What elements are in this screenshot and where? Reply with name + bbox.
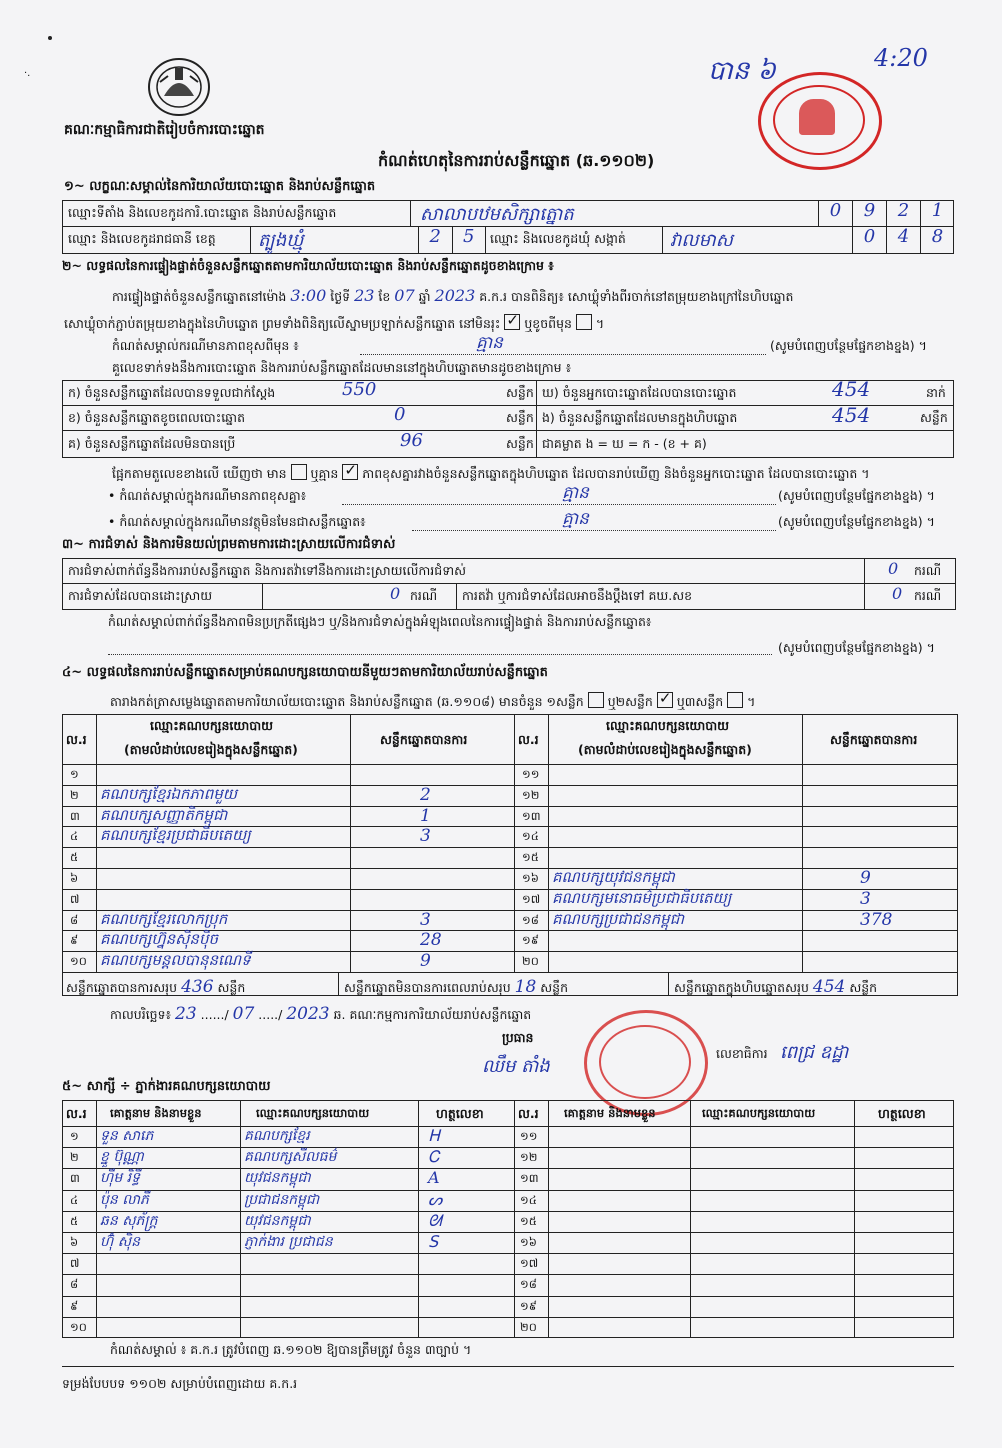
witness-row-number: ៣ [70, 1171, 80, 1186]
verify-year: 2023 [434, 286, 476, 305]
row-divider [514, 806, 958, 807]
row-divider [514, 930, 958, 931]
commune-label: ឈ្មោះ និងលេខកូដឃុំ សង្កាត់ [490, 231, 626, 246]
row-divider [62, 1147, 954, 1148]
two-sheet-label: ឬ២សន្លឹក [607, 694, 653, 709]
row-divider [62, 847, 514, 848]
divider [96, 1100, 97, 1338]
divider [418, 1100, 419, 1338]
result-party-name: គណបក្សខ្មែរប្រជាធិបតេយ្យ [100, 826, 251, 845]
tally-text: តារាងកត់ត្រាសម្លេងឆ្នោតតាមការិយាល័យបោះឆ្នោត និងរាប់សន្លឹកឆ្នោត (ឆ.១១០៨) មានចំនួន ១សន្លឹក [110, 694, 584, 709]
divider [62, 1126, 954, 1127]
result-row-number: ៨ [70, 912, 79, 927]
results-col-party: ឈ្មោះគណបក្សនយោបាយ [606, 718, 730, 733]
witness-col-no: ល.រ [518, 1106, 539, 1121]
fill-note: (សូមបំពេញបន្ថែមផ្នែកខាងខ្នង) ។ [778, 640, 935, 655]
figure-gh-unit: នាក់ [926, 385, 946, 400]
divider [514, 714, 515, 972]
figure-ng-label: ង) ចំនួនសន្លឹកឆ្នោតដែលមានក្នុងហិបឆ្នោត [542, 410, 738, 425]
code-digit: 1 [920, 200, 954, 226]
result-party-name: គណបក្សយុវជនកម្ពុជា [552, 868, 675, 886]
witness-party: គណបក្សសីលធម៌ [244, 1149, 337, 1166]
footer-note: កំណត់សម្គាល់ ៖ គ.ក.រ ត្រូវបំពេញ ឆ.១១០២ ឱ្យបានត្រឹមត្រូវ ចំនួន ៣ច្បាប់ ។ [110, 1342, 472, 1357]
witness-row-number: ៦ [70, 1235, 79, 1249]
total-valid-value: 436 [181, 977, 214, 997]
result-row-number: ១៩ [522, 933, 539, 948]
row-divider [62, 1317, 954, 1318]
witness-row-number: ៤ [70, 1192, 79, 1207]
divider [514, 1100, 515, 1338]
verify-text: ការផ្ទៀងផ្ទាត់ចំនួនសន្លឹកឆ្នោតនៅម៉ោង [112, 289, 287, 304]
broken-checkbox[interactable] [576, 314, 592, 330]
one-sheet-checkbox[interactable] [588, 692, 604, 708]
witness-table [62, 1100, 954, 1338]
date-label: កាលបរិច្ឆេទ៖ [110, 1007, 172, 1022]
three-sheet-checkbox[interactable] [727, 692, 743, 708]
result-row-number: ៤ [70, 829, 79, 844]
no-discrepancy-label: ឬគ្មាន [310, 466, 339, 481]
witness-party: ប្រជាជនកម្ពុជា [244, 1191, 320, 1208]
divider [62, 583, 956, 584]
witness-row-number: ១៥ [520, 1213, 537, 1228]
results-col-votes: សន្លឹកឆ្នោតបានការ [380, 732, 468, 747]
witness-signature: ᔕ [428, 1189, 443, 1209]
total-box-line [674, 977, 877, 999]
result-row-number: ១៣ [522, 808, 541, 823]
verify-day: 23 [354, 286, 375, 305]
divider [456, 583, 457, 610]
row-divider [62, 1168, 954, 1169]
row-divider [514, 785, 958, 786]
discrepancy-text-b: ភាពខុសគ្នារវាងចំនួនសន្លឹកឆ្នោតក្នុងហិបឆ្នោត ដែលបានរាប់ឃើញ និងចំនួនអ្នកបោះឆ្នោត ដែលបានបោះឆ្នោត ។ [362, 466, 870, 481]
result-row-number: ១១ [522, 767, 540, 781]
total-invalid-unit: សន្លឹក [540, 980, 569, 995]
divider [536, 380, 537, 458]
results-col-party-sub: (តាមលំដាប់លេខរៀងក្នុងសន្លឹកឆ្នោត) [578, 742, 752, 757]
resolved-value: 0 [390, 584, 401, 603]
complaints-value: 0 [888, 559, 899, 578]
witness-name: ហ៊ឹម រិទ្ធី [100, 1170, 140, 1187]
witness-row-number: ២០ [520, 1319, 537, 1334]
witness-row-number: ១២ [520, 1150, 538, 1165]
witness-name: ឆន សុភ័ក្ត្រ [100, 1212, 158, 1229]
code-digit: 5 [452, 226, 486, 254]
date-suffix: ឆ. គណៈកម្មការការិយាល័យរាប់សន្លឹកឆ្នោត [333, 1007, 532, 1022]
province-value: ត្បូងឃ្មុំ [258, 230, 304, 251]
committee-name: គណៈកម្មាធិការជាតិរៀបចំការបោះឆ្នោត [64, 122, 265, 138]
received-note: បាន ៦ [708, 56, 776, 86]
divider [62, 405, 954, 406]
witness-name: ខ្នួ ប៊ុណ្ណា [100, 1149, 144, 1166]
fill-note: (សូមបំពេញបន្ថែមផ្នែកខាងខ្នង) ។ [770, 338, 927, 353]
chair-name: ឈឹម តាំង [482, 1056, 550, 1077]
divider [548, 1100, 549, 1338]
commune-code [852, 226, 954, 254]
month-label: ខែ [378, 289, 391, 304]
witness-row-number: ២ [70, 1150, 79, 1165]
result-row-number: ៧ [70, 891, 80, 906]
result-party-name: គណបក្សប្រជាជនកម្ពុជា [552, 909, 684, 928]
secretary-name: ពេជ្រ ឧដ្ឋា [780, 1042, 849, 1063]
verify-line [112, 286, 793, 308]
witness-row-number: ១៣ [520, 1171, 539, 1186]
resolved-unit: ករណី [410, 588, 438, 603]
result-row-number: ១៥ [522, 850, 539, 865]
result-party-name: គណបក្សមន្តលបានុនណេទី [100, 951, 251, 970]
bullet-difference-value: គ្មាន [562, 483, 589, 503]
province-label: ឈ្មោះ និងលេខកូដរាជធានី ខេត្ត [68, 231, 216, 246]
form-code: ទម្រង់បែបបទ ១១០២ សម្រាប់បំពេញដោយ គ.ក.រ [62, 1376, 298, 1391]
row-divider [514, 951, 958, 952]
witness-party: គណបក្សខ្មែរ [244, 1128, 310, 1144]
witness-row-number: ៥ [70, 1213, 79, 1228]
section1-heading: ១~ លក្ខណៈសម្គាល់នៃការិយាល័យបោះឆ្នោត និងរាប់សន្លឹកឆ្នោត [64, 179, 376, 194]
results-col-votes: សន្លឹកឆ្នោតបានការ [830, 732, 918, 747]
figure-formula: ជាគម្លាត ង = ឃ = ក - (ខ + គ) [542, 436, 707, 451]
witness-signature: ᘛ [428, 1210, 442, 1230]
result-votes: 1 [420, 805, 431, 826]
dotted-line [342, 504, 776, 505]
resolved-label: ការជំទាស់ដែលបានដោះស្រាយ [68, 588, 213, 603]
witness-signature: ᕼ [428, 1126, 441, 1145]
witness-col-party: ឈ្មោះគណបក្សនយោបាយ [256, 1106, 370, 1120]
figure-gh-label: ឃ) ចំនួនអ្នកបោះឆ្នោតដែលបានបោះឆ្នោត [542, 385, 737, 400]
venue-value: សាលាបឋមសិក្សាត្នោត [420, 204, 574, 225]
code-digit: 9 [852, 200, 886, 226]
bullet-objects-value: គ្មាន [562, 509, 589, 529]
date-day: 23 [175, 1004, 197, 1024]
seal-text: សោឃ្លុំចាក់ភ្ជាប់តម្រុយខាងក្នុងនៃហិបឆ្នោត ព្រមទាំងពិនិត្យលើស្នាមប្រឡាក់សន្លឹកឆ្នោត នៅមិនរុះ [64, 316, 501, 331]
witness-row-number: ១ [70, 1129, 79, 1143]
result-party-name: គណបក្សសញ្ញាតិកម្ពុជា [100, 805, 228, 824]
fill-note: (សូមបំពេញបន្ថែមផ្នែកខាងខ្នង) ។ [778, 514, 935, 529]
witness-row-number: ១៧ [520, 1256, 539, 1271]
total-box-value: 454 [812, 977, 846, 997]
witness-col-name: គោត្តនាម និងនាមខ្លួន [110, 1106, 202, 1120]
witness-party: ភ្ញាក់ងារ ប្រជាជន [244, 1234, 333, 1250]
divider [338, 972, 339, 996]
appeal-label: ការតវ៉ា ឬការជំទាស់ដែលអាចនឹងប្តឹងទៅ គឃ.សខ [462, 588, 693, 603]
nec-emblem [146, 56, 212, 118]
result-votes: 28 [420, 930, 442, 951]
result-row-number: ៣ [70, 808, 80, 823]
irregularity-note: កំណត់សម្គាល់ពាក់ព័ន្ធនឹងភាពមិនប្រក្រតីផ្សេងៗ ឬ/និងការជំទាស់ក្នុងអំឡុងពេលនៃការផ្ទៀងផ្ទាត់ និងការរាប់សន្លឹកឆ្នោត៖ [108, 614, 652, 629]
row-divider [62, 1296, 954, 1297]
row-divider [62, 868, 514, 869]
witness-row-number: ១០ [70, 1319, 87, 1334]
result-row-number: ៥ [70, 850, 79, 865]
result-votes: 3 [420, 826, 431, 847]
figure-kh-label: ខ) ចំនួនសន្លឹកឆ្នោតខូចពេលបោះឆ្នោត [68, 410, 246, 425]
divider [240, 1100, 241, 1338]
witness-row-number: ៧ [70, 1256, 80, 1271]
scan-speck: ·. [24, 68, 31, 79]
divider [62, 764, 958, 765]
result-row-number: ១៦ [522, 871, 539, 885]
total-invalid-value: 18 [514, 977, 537, 997]
figure-k-value: 550 [342, 379, 377, 400]
scan-speck [48, 36, 52, 40]
secretary-label: លេខាធិការ [716, 1046, 768, 1061]
date-year: 2023 [286, 1004, 330, 1024]
witness-col-sign: ហត្ថលេខា [436, 1106, 484, 1121]
witness-row-number: ១៤ [520, 1192, 537, 1207]
result-row-number: ២ [70, 787, 79, 802]
row-divider [62, 1232, 954, 1233]
verify-text-b: គ.ក.រ បានពិនិត្យ៖ សោឃ្លុំទាំងពីរចាក់នៅតម្រុយខាងក្រៅនៃហិបឆ្នោត [479, 289, 794, 304]
verify-month: 07 [394, 286, 415, 305]
complaints-unit: ករណី [914, 563, 942, 578]
official-stamp-top [758, 72, 882, 170]
three-sheet-label: ឬ៣សន្លឹក [676, 694, 724, 709]
witness-row-number: ១១ [520, 1129, 538, 1143]
figure-g-value: 96 [400, 430, 423, 451]
not-broken-label: ឬខូចពីមុន [524, 316, 572, 331]
figures-intro: គួលេខទាក់ទងនឹងការបោះឆ្នោត និងការរាប់សន្លឹកឆ្នោតដែលមាននៅក្នុងហិបឆ្នោតមានដូចខាងក្រោម ៖ [112, 360, 572, 375]
result-row-number: ៩ [70, 933, 79, 948]
code-digit: 0 [818, 200, 852, 226]
day-label: ថ្ងៃទី [330, 289, 351, 304]
total-box-label: សន្លឹកឆ្នោតក្នុងហិបឆ្នោតសរុប [674, 980, 809, 995]
row-divider [62, 889, 514, 890]
result-party-name: គណបក្សខ្មែរឯកភាពមួយ [100, 784, 238, 803]
figure-k-label: ក) ចំនួនសន្លឹកឆ្នោតដែលបានទទួលជាក់ស្តែង [68, 385, 276, 400]
witness-row-number: ១៦ [520, 1235, 537, 1249]
result-votes: 9 [860, 868, 871, 888]
results-col-party-sub: (តាមលំដាប់លេខរៀងក្នុងសន្លឹកឆ្នោត) [124, 742, 298, 757]
row-divider [514, 826, 958, 827]
results-col-party: ឈ្មោះគណបក្សនយោបាយ [150, 718, 274, 733]
result-votes: 3 [860, 888, 871, 909]
row-divider [62, 1274, 954, 1275]
divider [864, 583, 865, 610]
witness-name: ទួន សាភេ [100, 1128, 154, 1144]
row-divider [62, 1253, 954, 1254]
results-col-no: ល.រ [518, 732, 539, 747]
commune-value: វាលមាស [670, 230, 733, 251]
witness-party: យុវជនកម្ពុជា [244, 1170, 311, 1187]
section3-heading: ៣~ ការជំទាស់ និងការមិនយល់ព្រមតាមការដោះស្រាយលើការជំទាស់ [62, 537, 396, 552]
complaints-label: ការជំទាស់ពាក់ព័ន្ធនឹងការរាប់សន្លឹកឆ្នោត និងការតវ៉ាទៅនឹងការដោះស្រាយលើការជំទាស់ [68, 563, 467, 578]
footer-rule [62, 1366, 954, 1367]
received-prefix: បាន [708, 56, 750, 86]
has-discrepancy-checkbox[interactable] [291, 464, 307, 480]
divider [802, 714, 803, 972]
divider [690, 1100, 691, 1338]
date-line: កាលបរិច្ឆេទ៖ 23 ....../ 07 ...../ 2023 ឆ. គណៈកម្មការការិយាល័យរាប់សន្លឹកឆ្នោត [110, 1004, 532, 1024]
divider [262, 583, 263, 610]
tally-sheet-line: តារាងកត់ត្រាសម្លេងឆ្នោតតាមការិយាល័យបោះឆ្នោត និងរាប់សន្លឹកឆ្នោត (ឆ.១១០៨) មានចំនួន ១សន្លឹក ឬ២សន្លឹក ✓ ឬ៣សន្លឹក ។ [110, 689, 756, 709]
divider [96, 714, 97, 972]
year-label: ឆ្នាំ [418, 289, 431, 304]
result-party-name: គណបក្សខ្មែរលោកប្រុក [100, 909, 228, 928]
total-invalid-line [344, 977, 568, 999]
witness-row-number: ៨ [70, 1277, 79, 1292]
witness-row-number: ១៩ [520, 1298, 537, 1313]
figure-g-unit: សន្លឹក [506, 436, 534, 451]
divider [662, 226, 663, 254]
witness-row-number: ៩ [70, 1298, 79, 1313]
result-row-number: ៦ [70, 871, 79, 885]
result-row-number: ១០ [70, 954, 87, 969]
result-row-number: ២០ [522, 954, 539, 969]
appeal-value: 0 [892, 584, 903, 603]
code-digit: 2 [429, 226, 441, 247]
row-divider [62, 1190, 954, 1191]
divider [410, 200, 411, 226]
total-box-unit: សន្លឹក [849, 980, 878, 995]
divider [350, 714, 351, 972]
section5-heading: ៥~ សាក្សី ÷ ភ្នាក់ងារគណបក្សនយោបាយ [62, 1079, 271, 1094]
witness-col-no: ល.រ [66, 1106, 87, 1121]
two-sheet-checkbox[interactable]: ✓ [658, 689, 672, 707]
section4-heading: ៤~ លទ្ធផលនៃការរាប់សន្លឹកឆ្នោតសម្រាប់គណបក្សនយោបាយនីមួយៗតាមការិយាល័យរាប់សន្លឹកឆ្នោត [62, 665, 548, 680]
result-party-name: គណបក្សហ្វ៊ុនស៊ិនប៉ិច [100, 930, 218, 949]
bullet-difference-label: • កំណត់សម្គាល់ក្នុងករណីមានភាពខុសគ្នា៖ [108, 488, 307, 503]
divider [548, 714, 549, 972]
appeal-unit: ករណី [914, 588, 942, 603]
figure-kh-unit: សន្លឹក [506, 410, 534, 425]
divider [62, 430, 954, 431]
verify-time: 3:00 [290, 286, 327, 305]
received-time: 4:20 [874, 44, 928, 72]
section2-heading: ២~ លទ្ធផលនៃការផ្ទៀងផ្ទាត់ចំនួនសន្លឹកឆ្នោតតាមការិយាល័យបោះឆ្នោត និងរាប់សន្លឹកឆ្នោតដូចខាងក្រោម ៖ [62, 258, 554, 273]
figure-g-label: គ) ចំនួនសន្លឹកឆ្នោតដែលមិនបានប្រើ [68, 436, 236, 451]
date-month: 07 [232, 1004, 255, 1024]
witness-signature: Ꮯ [428, 1147, 440, 1167]
witness-col-party: ឈ្មោះគណបក្សនយោបាយ [702, 1106, 816, 1120]
row-divider [62, 1211, 954, 1212]
code-digit: 8 [920, 226, 954, 254]
no-discrepancy-checkbox[interactable]: ✓ [344, 461, 357, 479]
witness-col-sign: ហត្ថលេខា [878, 1106, 926, 1121]
divider [668, 972, 669, 996]
result-row-number: ១ [70, 767, 79, 781]
discrepancy-line [112, 462, 870, 485]
discrepancy-text: ផ្អែកតាមតួលេខខាងលើ ឃើញថា មាន [112, 466, 287, 481]
witness-signature: A [428, 1168, 440, 1188]
fill-note: (សូមបំពេញបន្ថែមផ្នែកខាងខ្នង) ។ [778, 488, 935, 503]
row-divider [514, 847, 958, 848]
figure-gh-value: 454 [832, 377, 871, 401]
chair-label: ប្រធាន [502, 1030, 534, 1045]
witness-party: យុវជនកម្ពុជា [244, 1212, 311, 1229]
bullet-objects-label: • កំណត់សម្គាល់ក្នុងករណីមានវត្ថុមិនមែនជាសន្លឹកឆ្នោត៖ [108, 514, 366, 529]
total-valid-unit: សន្លឹក [217, 980, 246, 995]
form-title: កំណត់ហេតុនៃការរាប់សន្លឹកឆ្នោត (ឆ.១១០២) [378, 151, 655, 170]
dotted-line [360, 354, 766, 355]
result-votes: 378 [860, 909, 893, 930]
seal-line: សោឃ្លុំចាក់ភ្ជាប់តម្រុយខាងក្នុងនៃហិបឆ្នោត ព្រមទាំងពិនិត្យលើស្នាមប្រឡាក់សន្លឹកឆ្នោត នៅមិនរុះ ✓ ឬខូចពីមុន ។ [64, 311, 605, 331]
result-party-name: គណបក្សមនោធម៌ប្រជាធិបតេយ្យ [552, 888, 732, 907]
figure-ng-unit: សន្លឹក [920, 410, 948, 425]
witness-row-number: ១៨ [520, 1277, 537, 1292]
result-votes: 2 [420, 784, 431, 805]
dotted-line [108, 654, 772, 655]
witness-name: ប៉ុន លាភី [100, 1191, 149, 1208]
venue-label: ឈ្មោះទីតាំង និងលេខកូដការិ.បោះឆ្នោត និងរាប់សន្លឹកឆ្នោត [68, 205, 337, 220]
results-col-no: ល.រ [66, 732, 87, 747]
difference-note-value: គ្មាន [476, 333, 503, 353]
result-row-number: ១៨ [522, 912, 539, 927]
difference-note-label: កំណត់សម្គាល់ករណីមានភាពខុសពីមុន ៖ [112, 338, 299, 353]
province-code [418, 226, 486, 254]
total-invalid-label: សន្លឹកឆ្នោតមិនបានការពេលរាប់សរុប [344, 980, 511, 995]
code-digit: 4 [886, 226, 920, 254]
divider [250, 226, 251, 254]
code-digit: 2 [886, 200, 920, 226]
dotted-line [412, 530, 776, 531]
total-valid-label: សន្លឹកឆ្នោតបានការសរុប [66, 980, 178, 995]
figure-ng-value: 454 [832, 403, 871, 427]
witness-name: ហ៊ុំ ស៊ិន [100, 1234, 140, 1250]
code-digit: 0 [852, 226, 886, 254]
result-row-number: ១២ [522, 787, 540, 802]
intact-checkbox[interactable]: ✓ [506, 311, 519, 329]
result-votes: 9 [420, 951, 431, 972]
figure-k-unit: សន្លឹក [506, 385, 534, 400]
witness-col-name: គោត្តនាម និងនាមខ្លួន [564, 1106, 656, 1120]
result-row-number: ១៧ [522, 891, 541, 906]
witness-signature: ꓢ [428, 1232, 439, 1251]
result-row-number: ១៤ [522, 829, 539, 844]
figure-kh-value: 0 [394, 404, 406, 425]
divider [854, 1100, 855, 1338]
total-valid-line [66, 977, 245, 999]
result-votes: 3 [420, 909, 431, 930]
venue-code [818, 200, 954, 226]
divider [864, 558, 865, 583]
